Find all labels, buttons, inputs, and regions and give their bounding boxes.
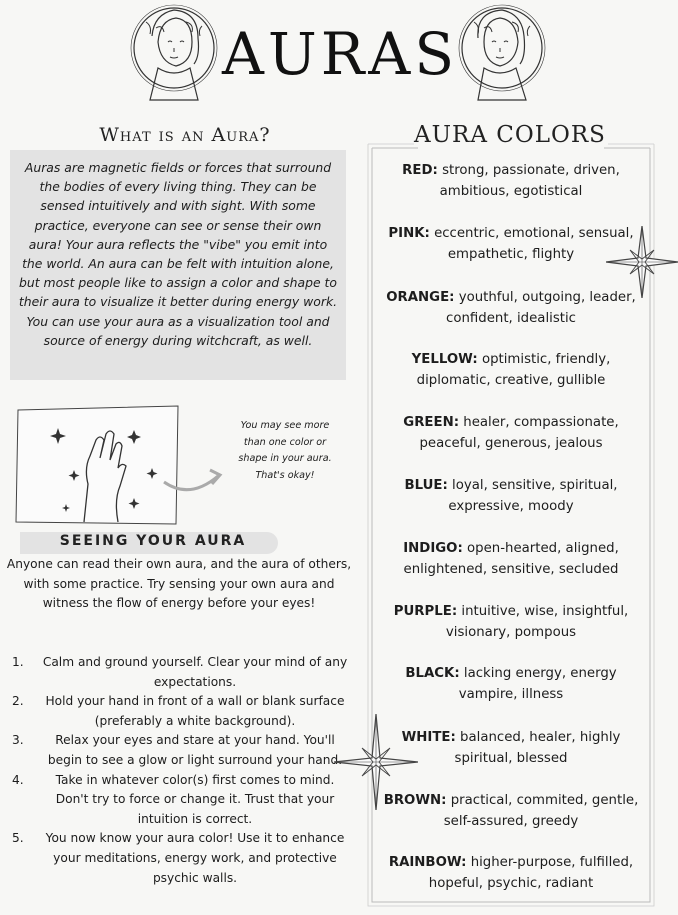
step-text: You now know your aura color! Use it to enhance your meditations, energy work, and protective psychic walls. — [45, 831, 345, 885]
color-entry-rainbow — [376, 853, 646, 894]
step-number: 1. — [12, 655, 24, 669]
color-traits: intuitive, wise, insightful, visionary, pompous — [445, 604, 629, 640]
step-item — [8, 829, 352, 888]
color-entry-purple — [376, 602, 646, 643]
color-entry-blue — [376, 476, 646, 517]
page-title: AURAS — [222, 20, 459, 88]
steps-list — [8, 653, 352, 888]
step-text: Calm and ground yourself. Clear your mind of any expectations. — [42, 655, 348, 689]
compass-star-icon — [606, 226, 678, 298]
step-number: 3. — [12, 733, 24, 748]
color-name: ORANGE: — [386, 290, 455, 305]
step-text: Take in whatever color(s) first comes to mind. Don't try to force or change it. Trust that your intuition is correct. — [55, 772, 335, 826]
color-name: BLUE: — [404, 478, 448, 493]
illustration-note: You may see more than one color or shape in your aura. That's okay! — [238, 420, 332, 481]
color-traits: practical, commited, gentle, self-assured, greedy — [443, 793, 639, 829]
step-item — [8, 653, 352, 692]
color-name: GREEN: — [403, 415, 460, 430]
color-name: PURPLE: — [393, 604, 458, 619]
step-number: 5. — [12, 831, 24, 846]
compass-star-icon — [334, 714, 418, 810]
color-entry-red — [376, 161, 646, 202]
color-traits: balanced, healer, highly spiritual, blessed — [454, 730, 621, 766]
step-text: Relax your eyes and stare at your hand. You'll begin to see a glow or light surround your hand. — [47, 733, 343, 767]
color-traits: healer, compassionate, peaceful, generous, jealous — [419, 415, 619, 451]
color-traits: strong, passionate, driven, ambitious, egotistical — [439, 163, 620, 199]
color-name: INDIGO: — [403, 541, 463, 556]
seeing-intro-text: Anyone can read their own aura, and the aura of others, with some practice. Try sensing your own aura and witness the flow of energy before your eyes! — [6, 557, 352, 610]
step-text: Hold your hand in front of a wall or blank surface (preferably a white background). — [45, 694, 345, 728]
step-item — [8, 771, 352, 830]
woman-portrait-medallion-right — [456, 2, 548, 106]
color-traits: youthful, outgoing, leader, confident, idealistic — [446, 290, 636, 326]
color-name: RED: — [402, 163, 438, 178]
color-traits: higher-purpose, fulfilled, hopeful, psychic, radiant — [428, 855, 634, 891]
step-number: 4. — [12, 772, 24, 787]
woman-portrait-medallion-left — [128, 2, 220, 106]
step-item — [8, 692, 352, 731]
color-entry-yellow — [376, 350, 646, 391]
color-name: BLACK: — [405, 666, 460, 681]
color-traits: eccentric, emotional, sensual, empathetic, flighty — [434, 226, 634, 262]
color-traits: optimistic, friendly, diplomatic, creative, gullible — [416, 352, 611, 388]
color-traits: loyal, sensitive, spiritual, expressive, moody — [448, 478, 618, 514]
color-name: YELLOW: — [411, 352, 478, 367]
color-entry-black — [376, 664, 646, 705]
aura-colors-heading: AURA COLORS — [414, 122, 606, 148]
color-name: WHITE: — [401, 730, 456, 745]
color-traits: open-hearted, aligned, enlightened, sensitive, secluded — [403, 541, 619, 577]
color-name: BROWN: — [383, 793, 447, 808]
seeing-your-aura-heading: SEEING YOUR AURA — [59, 533, 247, 549]
hand-sketch-illustration — [14, 404, 234, 528]
color-entry-green — [376, 413, 646, 454]
what-is-an-aura-text: Auras are magnetic fields or forces that surround the bodies of every living thing. They can be sensed intuitively and with sight. With some practice, everyone can see or sense their own aura! Your aura reflects the "vibe" you emit into the world. An aura can be felt with intuition alone, but most people like to assign a color and shape to their aura to visualize it better during energy work. You can use your aura as a visualization tool and source of energy during witchcraft, as well. — [18, 160, 338, 348]
color-name: PINK: — [388, 226, 430, 241]
what-is-an-aura-heading: What is an Aura? — [99, 124, 271, 146]
step-number: 2. — [12, 694, 24, 709]
color-name: RAINBOW: — [388, 855, 467, 870]
step-item — [8, 731, 352, 770]
color-entry-indigo — [376, 539, 646, 580]
color-traits: lacking energy, energy vampire, illness — [458, 666, 617, 702]
